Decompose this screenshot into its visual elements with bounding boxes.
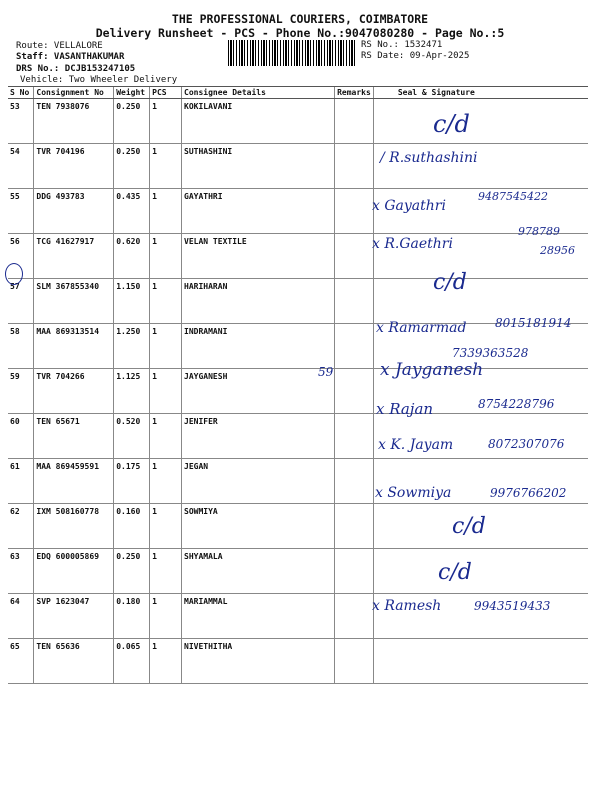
cell-consignee: KOKILAVANI <box>182 99 335 144</box>
cell-consignment: TVR 704266 <box>34 369 114 414</box>
cell-pcs: 1 <box>150 639 182 684</box>
signature-60: x Rajan <box>376 400 434 418</box>
signature-64: c/d <box>438 560 472 585</box>
remark-59: 59 <box>318 365 334 379</box>
cell-sno: 58 <box>8 324 34 369</box>
cell-consignment: EDQ 600005869 <box>34 549 114 594</box>
phone-56-b: 28956 <box>540 244 575 257</box>
cell-consignee: SHYAMALA <box>182 549 335 594</box>
cell-sno: 64 <box>8 594 34 639</box>
cell-consignee: JENIFER <box>182 414 335 459</box>
cell-consignment: SVP 1623047 <box>34 594 114 639</box>
cell-weight: 0.620 <box>114 234 150 279</box>
table-row <box>8 144 588 189</box>
cell-weight: 1.150 <box>114 279 150 324</box>
cell-remarks <box>335 99 374 144</box>
cell-sno: 59 <box>8 369 34 414</box>
cell-consignee: NIVETHITHA <box>182 639 335 684</box>
cell-consignment: DDG 493783 <box>34 189 114 234</box>
cell-consignment: MAA 869459591 <box>34 459 114 504</box>
cell-pcs: 1 <box>150 504 182 549</box>
signature-59: x Jayganesh <box>380 360 484 380</box>
signature-65: x Ramesh <box>372 598 442 614</box>
cell-remarks <box>335 549 374 594</box>
table-row <box>8 639 588 684</box>
sno-57-circle-mark <box>5 263 23 285</box>
drs-number <box>16 64 135 74</box>
cell-consignment: TCG 41627917 <box>34 234 114 279</box>
drs-value: DCJB153247105 <box>64 64 136 74</box>
route-label: Route: VELLALORE <box>16 41 103 51</box>
signature-61: x K. Jayam <box>378 437 454 453</box>
cell-consignee: JAYGANESH <box>182 369 335 414</box>
phone-65: 9943519433 <box>474 599 551 613</box>
cell-remarks <box>335 144 374 189</box>
staff-label: Staff: VASANTHAKUMAR <box>16 52 125 62</box>
cell-remarks <box>335 279 374 324</box>
cell-consignee: SUTHASHINI <box>182 144 335 189</box>
cell-remarks <box>335 369 374 414</box>
cell-consignee: VELAN TEXTILE <box>182 234 335 279</box>
cell-remarks <box>335 189 374 234</box>
cell-sno: 63 <box>8 549 34 594</box>
cell-consignment: SLM 367855340 <box>34 279 114 324</box>
cell-consignment: TEN 65671 <box>34 414 114 459</box>
cell-sno: 55 <box>8 189 34 234</box>
cell-pcs: 1 <box>150 189 182 234</box>
col-sno: S No <box>8 87 34 99</box>
signature-55: x Gayathri <box>372 198 446 214</box>
cell-sno: 60 <box>8 414 34 459</box>
cell-sno: 62 <box>8 504 34 549</box>
cell-pcs: 1 <box>150 279 182 324</box>
cell-signature <box>373 549 588 594</box>
signature-53: c/d <box>433 110 470 138</box>
cell-remarks <box>335 459 374 504</box>
cell-weight: 0.160 <box>114 504 150 549</box>
cell-pcs: 1 <box>150 459 182 504</box>
col-consignment: Consignment No <box>34 87 114 99</box>
table-row <box>8 414 588 459</box>
col-weight: Weight <box>114 87 150 99</box>
phone-58: 8015181914 <box>495 316 572 330</box>
col-consignee: Consignee Details <box>182 87 335 99</box>
signature-57: c/d <box>433 270 467 295</box>
cell-weight: 1.250 <box>114 324 150 369</box>
cell-consignment: TVR 704196 <box>34 144 114 189</box>
table-row <box>8 234 588 279</box>
cell-signature <box>373 639 588 684</box>
cell-sno: 57 <box>8 279 34 324</box>
cell-consignment: MAA 869313514 <box>34 324 114 369</box>
cell-remarks <box>335 594 374 639</box>
cell-weight: 0.180 <box>114 594 150 639</box>
signature-58: x Ramarmad <box>376 320 467 336</box>
cell-sno: 54 <box>8 144 34 189</box>
phone-60: 8754228796 <box>478 397 555 411</box>
phone-59: 7339363528 <box>452 346 529 360</box>
cell-weight: 0.435 <box>114 189 150 234</box>
cell-pcs: 1 <box>150 549 182 594</box>
cell-weight: 0.520 <box>114 414 150 459</box>
cell-remarks <box>335 234 374 279</box>
phone-56-a: 978789 <box>518 225 560 238</box>
cell-consignment: TEN 7938076 <box>34 99 114 144</box>
cell-remarks <box>335 414 374 459</box>
table-header-row <box>8 87 588 99</box>
cell-pcs: 1 <box>150 594 182 639</box>
cell-sno: 65 <box>8 639 34 684</box>
cell-pcs: 1 <box>150 99 182 144</box>
phone-62: 9976766202 <box>490 486 567 500</box>
rs-date: RS Date: 09-Apr-2025 <box>361 51 470 61</box>
vehicle-label: Vehicle: Two Wheeler Delivery <box>20 75 178 85</box>
col-signature: Seal & Signature <box>373 87 588 99</box>
cell-sno: 56 <box>8 234 34 279</box>
cell-remarks <box>335 504 374 549</box>
signature-62: x Sowmiya <box>375 485 452 501</box>
col-pcs: PCS <box>150 87 182 99</box>
cell-weight: 0.250 <box>114 99 150 144</box>
cell-pcs: 1 <box>150 324 182 369</box>
cell-consignee: SOWMIYA <box>182 504 335 549</box>
phone-55: 9487545422 <box>478 190 548 203</box>
signature-63: c/d <box>452 514 486 539</box>
cell-remarks <box>335 324 374 369</box>
cell-sno: 53 <box>8 99 34 144</box>
runsheet-title: Delivery Runsheet - PCS - Phone No.:9047080280 - Page No.:5 <box>95 26 505 40</box>
cell-weight: 0.250 <box>114 144 150 189</box>
rs-number: RS No.: 1532471 <box>361 40 443 50</box>
col-remarks: Remarks <box>335 87 374 99</box>
cell-consignee: GAYATHRI <box>182 189 335 234</box>
phone-61: 8072307076 <box>488 437 565 451</box>
cell-remarks <box>335 639 374 684</box>
cell-weight: 0.250 <box>114 549 150 594</box>
signature-56: x R.Gaethri <box>372 236 453 252</box>
cell-pcs: 1 <box>150 369 182 414</box>
drs-label: DRS No.: <box>16 64 60 74</box>
cell-consignment: TEN 65636 <box>34 639 114 684</box>
cell-consignee: HARIHARAN <box>182 279 335 324</box>
table-row <box>8 549 588 594</box>
cell-consignee: MARIAMMAL <box>182 594 335 639</box>
cell-pcs: 1 <box>150 144 182 189</box>
cell-pcs: 1 <box>150 414 182 459</box>
barcode <box>228 40 356 66</box>
table-row <box>8 504 588 549</box>
cell-weight: 0.175 <box>114 459 150 504</box>
company-title: THE PROFESSIONAL COURIERS, COIMBATORE <box>171 12 429 26</box>
cell-sno: 61 <box>8 459 34 504</box>
table-row <box>8 99 588 144</box>
cell-consignee: INDRAMANI <box>182 324 335 369</box>
cell-pcs: 1 <box>150 234 182 279</box>
signature-54: / R.suthashini <box>380 150 478 166</box>
cell-consignee: JEGAN <box>182 459 335 504</box>
cell-signature <box>373 99 588 144</box>
cell-weight: 1.125 <box>114 369 150 414</box>
cell-consignment: IXM 508160778 <box>34 504 114 549</box>
cell-weight: 0.065 <box>114 639 150 684</box>
runsheet-table <box>8 86 588 684</box>
